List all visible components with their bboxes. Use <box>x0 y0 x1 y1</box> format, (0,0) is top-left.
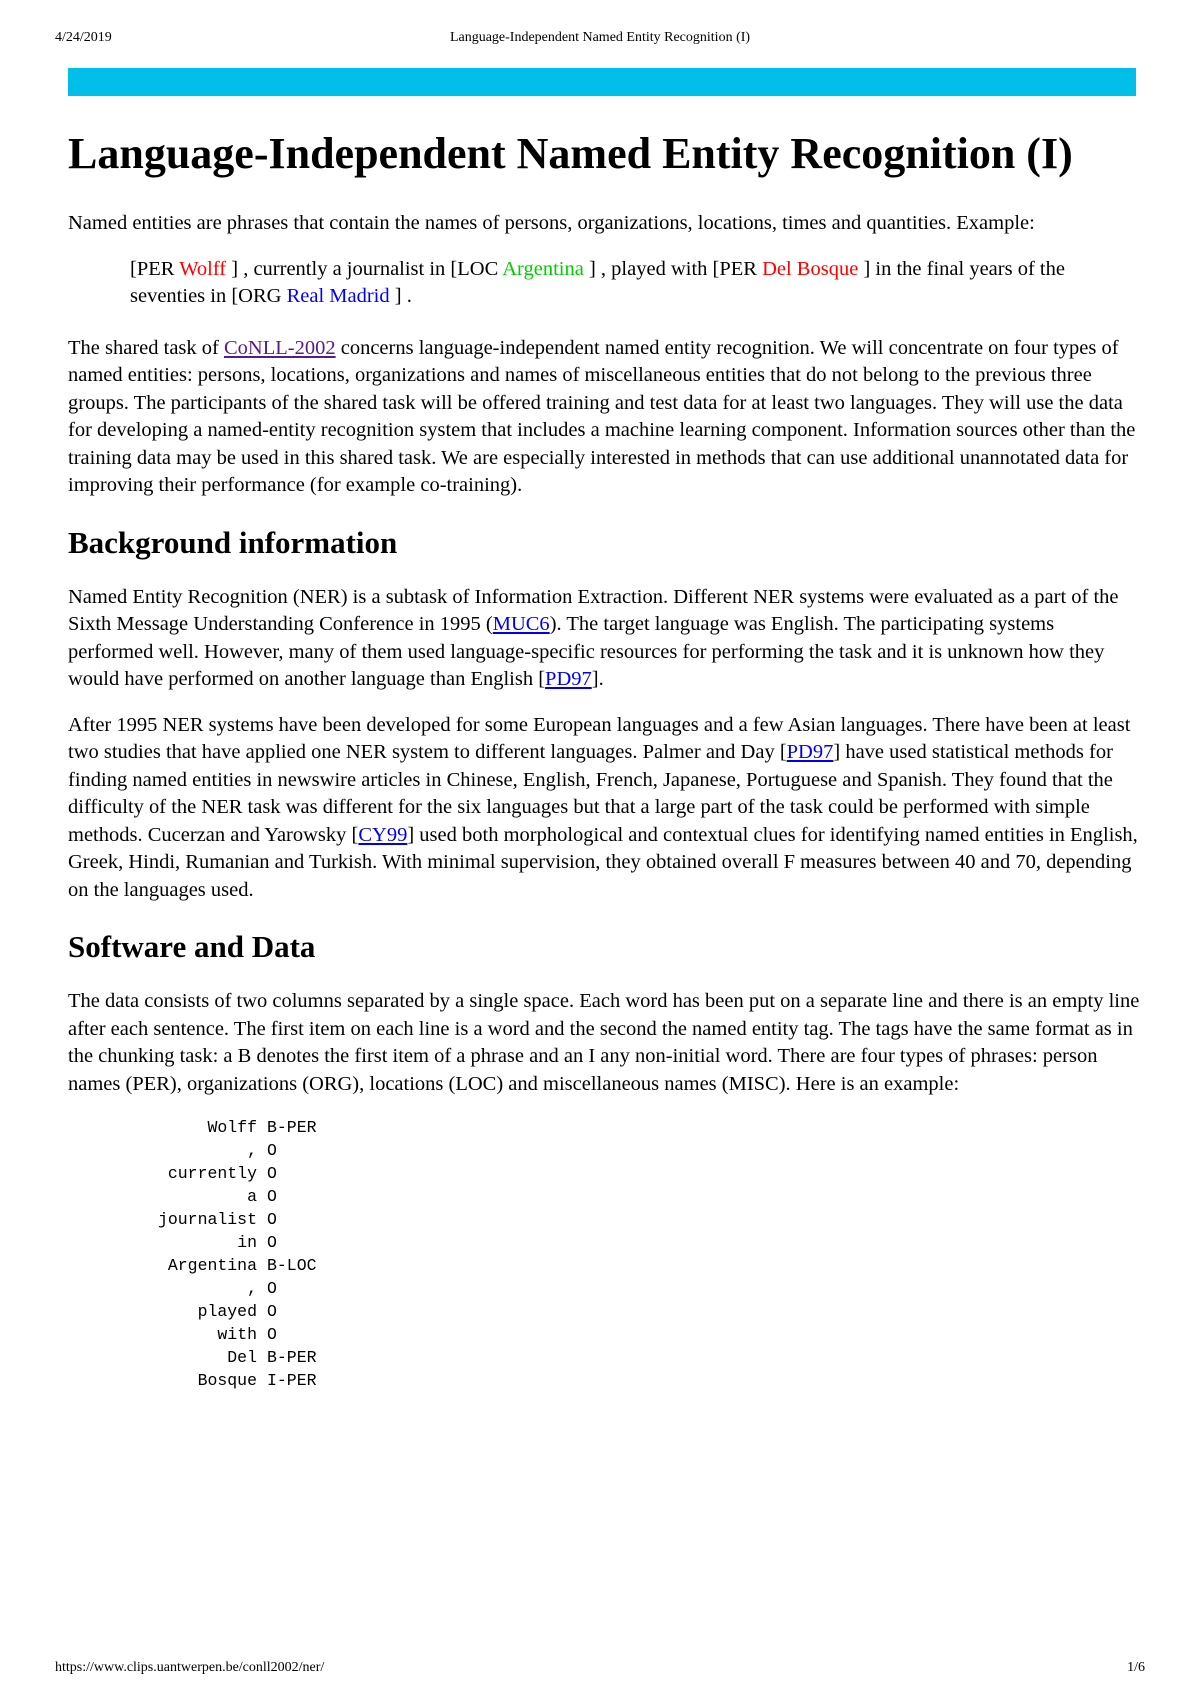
conll-row <box>104 1231 1143 1254</box>
background-heading: Background information <box>68 524 398 560</box>
entity-loc-1: Argentina <box>502 257 584 280</box>
conll-word: Wolff <box>207 1118 257 1137</box>
conll-word: , <box>247 1279 257 1298</box>
main-content <box>68 128 1143 1392</box>
print-footer <box>55 1660 1145 1680</box>
example-text: ] . <box>389 285 412 307</box>
conll-tag: O <box>267 1164 277 1183</box>
shared-task-paragraph <box>68 335 1143 500</box>
conll-row <box>104 1208 1143 1231</box>
paragraph-text: ] used both morphological and contextual clues for identifying named entities in English, Greek, Hindi, Rumanian and Turkish. With minimal supervision, they obtained overall F measures between 40 and 70, depending on the languages used. <box>68 823 1138 901</box>
conll-2002-link[interactable]: CoNLL-2002 <box>223 336 336 359</box>
cy99-link[interactable]: CY99 <box>358 823 408 846</box>
conll-tag: O <box>267 1233 277 1252</box>
conll-word: a <box>247 1187 257 1206</box>
paragraph-text: ] have used statistical methods for finding named entities in newswire articles in Chinese, English, French, Japanese, Portuguese and Spanish. They found that the difficulty of the NER task was different for the six languages but that a large part of the task could be performed with simple methods. Cucerzan and Yarowsky [ <box>68 741 1113 846</box>
example-text: ] in the final years of the seventies in [ORG <box>130 257 1065 307</box>
background-paragraph-2 <box>68 712 1143 905</box>
entity-per-2: Del Bosque <box>762 257 859 280</box>
print-url: https://www.clips.uantwerpen.be/conll2002/ner/ <box>55 1660 325 1675</box>
conll-word: Del <box>227 1348 257 1367</box>
conll-tag: O <box>267 1141 277 1160</box>
pd97-link[interactable]: PD97 <box>545 668 592 690</box>
conll-word: with <box>217 1325 257 1344</box>
conll-row <box>104 1116 1143 1139</box>
conll-tag: O <box>267 1279 277 1298</box>
example-text: ] , played with [PER <box>583 257 763 280</box>
print-title: Language-Independent Named Entity Recognition (I) <box>449 30 751 45</box>
paragraph-text: ]. <box>591 668 604 690</box>
conll-word: played <box>197 1302 257 1321</box>
conll-tag: O <box>267 1187 277 1206</box>
conll-tag: O <box>267 1302 277 1321</box>
page-title: Language-Independent Named Entity Recognition (I) <box>68 129 1073 178</box>
print-header <box>55 30 1145 50</box>
conll-row <box>104 1162 1143 1185</box>
conll-data-example <box>104 1116 1143 1392</box>
conll-tag: B-PER <box>267 1348 317 1367</box>
conll-tag: B-LOC <box>267 1256 317 1275</box>
conll-word: in <box>237 1233 257 1252</box>
conll-row <box>104 1323 1143 1346</box>
conll-row <box>104 1139 1143 1162</box>
entity-org-1: Real Madrid <box>286 285 390 307</box>
conll-tag: I-PER <box>267 1371 317 1390</box>
ner-example <box>130 256 1143 311</box>
conll-row <box>104 1369 1143 1392</box>
software-heading: Software and Data <box>68 929 316 964</box>
example-text: ] , currently a journalist in [LOC <box>226 257 503 280</box>
conll-row <box>104 1277 1143 1300</box>
muc6-link[interactable]: MUC6 <box>492 613 550 635</box>
print-page-number: 1/6 <box>1127 1660 1145 1675</box>
paragraph-text: ). The target language was English. The participating systems performed well. However, many of them used language-specific resources for performing the task and it is unknown how they would have performed on another language than English [ <box>68 613 1105 690</box>
conll-word: currently <box>167 1164 257 1183</box>
example-text: [PER <box>130 257 180 280</box>
intro-paragraph: Named entities are phrases that contain the names of persons, organizations, locations, times and quantities. Example: <box>68 212 1035 234</box>
conll-row <box>104 1254 1143 1277</box>
background-paragraph-1 <box>68 584 1143 694</box>
conll-row <box>104 1185 1143 1208</box>
conll-row <box>104 1300 1143 1323</box>
paragraph-text: The shared task of <box>68 336 224 359</box>
conll-row <box>104 1346 1143 1369</box>
pd97-link[interactable]: PD97 <box>786 741 834 763</box>
conll-tag: B-PER <box>267 1118 317 1137</box>
paragraph-text: concerns language-independent named entity recognition. We will concentrate on four types of named entities: persons, locations, organizations and names of miscellaneous entities that do not belong to the previous three groups. The participants of the shared task will be offered training and test data for at least two languages. They will use the data for developing a named-entity recognition system that includes a machine learning component. Information sources other than the training data may be used in this shared task. We are especially interested in methods that can use additional unannotated data for improving their performance (for example co-training). <box>68 336 1136 496</box>
conll-tag: O <box>267 1325 277 1344</box>
paragraph-text: Named Entity Recognition (NER) is a subtask of Information Extraction. Different NER systems were evaluated as a part of the Sixth Message Understanding Conference in 1995 ( <box>68 585 1119 635</box>
conll-word: journalist <box>157 1210 257 1229</box>
conll-word: Argentina <box>167 1256 257 1275</box>
software-paragraph: The data consists of two columns separated by a single space. Each word has been put on a separate line and there is an empty line after each sentence. The first item on each line is a word and the second the named entity tag. The tags have the same format as in the chunking task: a B denotes the first item of a phrase and an I any non-initial word. There are four types of phrases: person names (PER), organizations (ORG), locations (LOC) and miscellaneous names (MISC). Here is an example: <box>68 990 1140 1095</box>
entity-per-1: Wolff <box>179 257 227 280</box>
top-banner <box>68 68 1136 96</box>
paragraph-text: After 1995 NER systems have been developed for some European languages and a few Asian languages. There have been at least two studies that have applied one NER system to different languages. Palmer and Day [ <box>68 713 1131 763</box>
conll-tag: O <box>267 1210 277 1229</box>
print-date: 4/24/2019 <box>55 30 112 45</box>
conll-word: , <box>247 1141 257 1160</box>
conll-word: Bosque <box>197 1371 257 1390</box>
